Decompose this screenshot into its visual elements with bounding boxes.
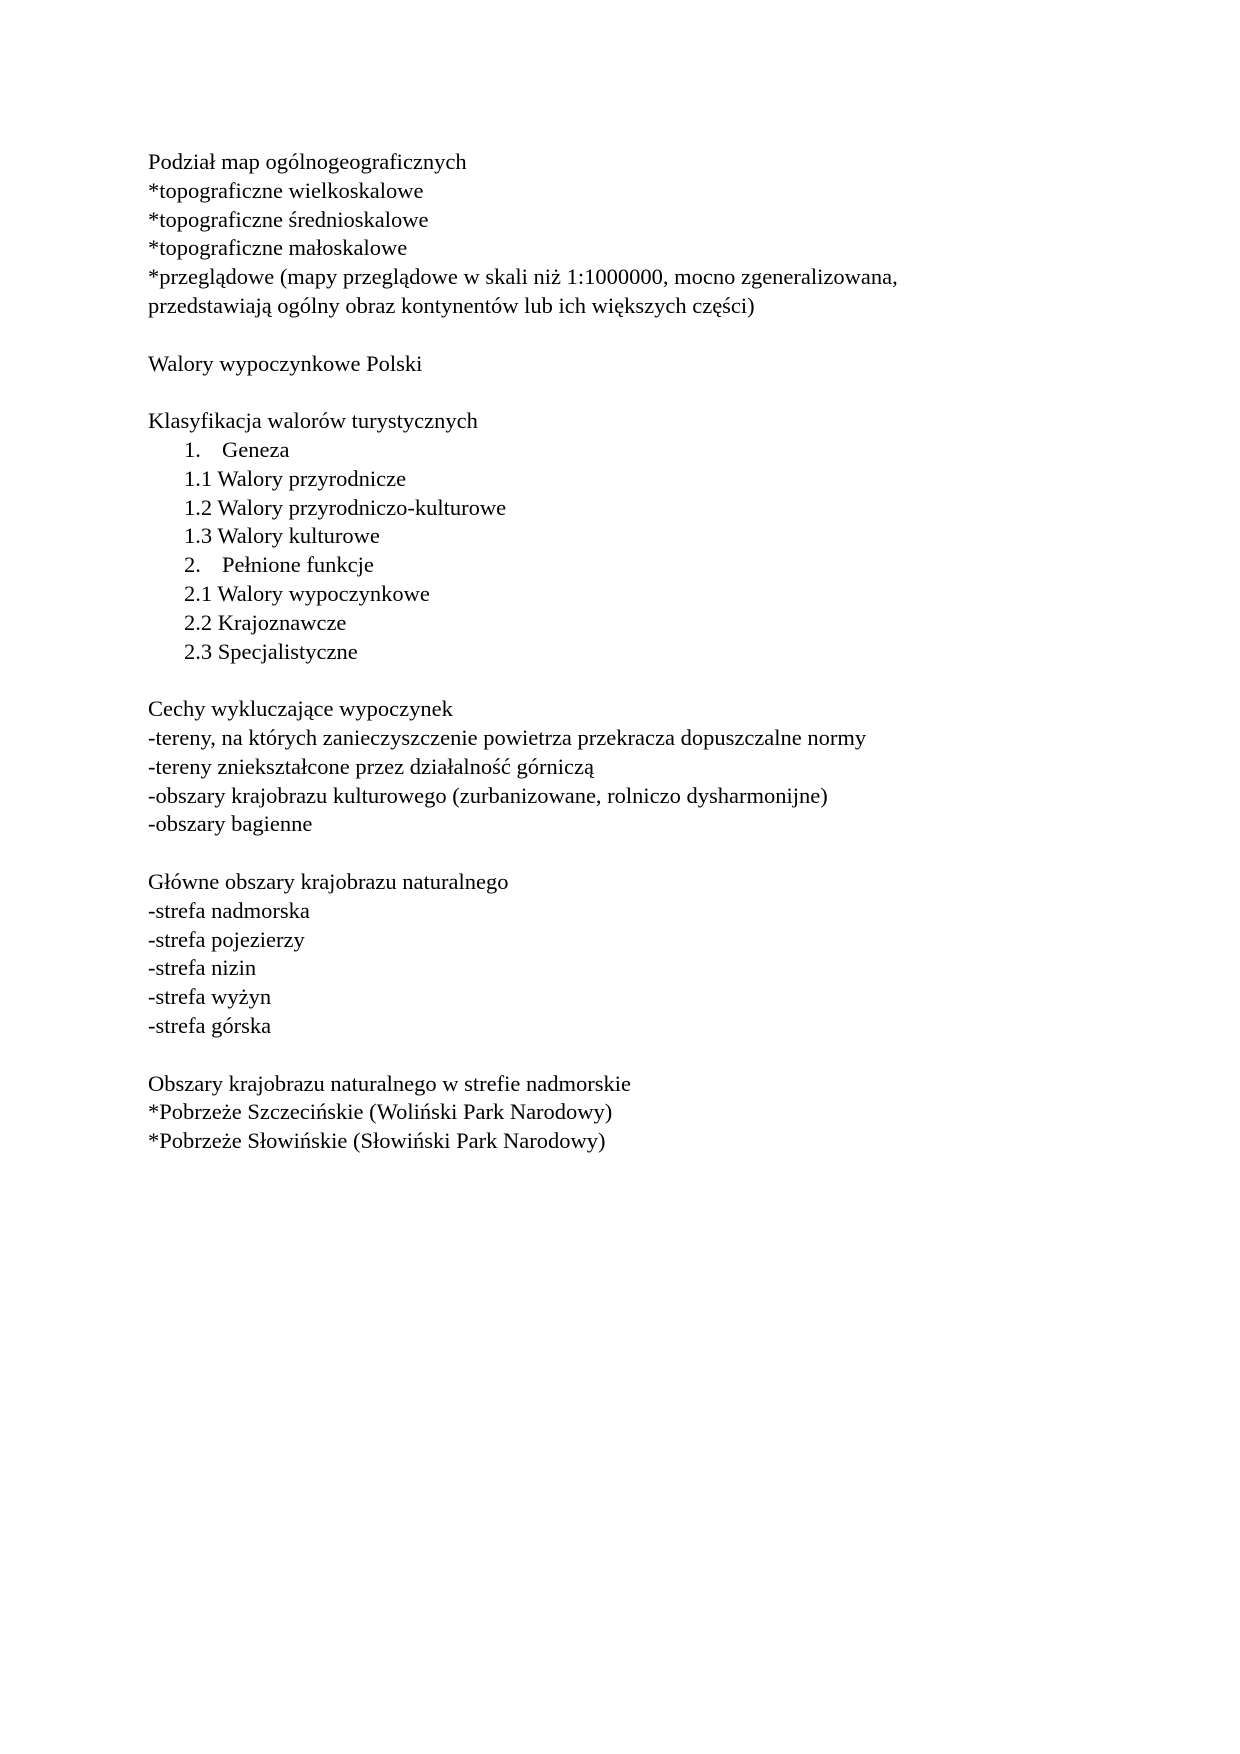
list-number: 2.1 bbox=[184, 580, 213, 606]
list-number: 2.2 bbox=[184, 609, 213, 635]
list-number: 1.1 bbox=[184, 465, 213, 491]
obszary-item: -strefa nadmorska bbox=[148, 897, 310, 923]
cechy-item: -tereny zniekształcone przez działalność górniczą bbox=[148, 753, 595, 779]
section-heading-walory: Walory wypoczynkowe Polski bbox=[148, 350, 423, 376]
list-number: 2. bbox=[184, 552, 201, 578]
maps-item: *topograficzne wielkoskalowe bbox=[148, 177, 424, 203]
list-item bbox=[148, 436, 1108, 465]
list-text: Geneza bbox=[222, 436, 290, 462]
list-item bbox=[148, 580, 1108, 609]
section-heading-maps: Podział map ogólnogeograficznych bbox=[148, 149, 467, 174]
document-body bbox=[148, 148, 1108, 1156]
obszary-item: -strefa pojezierzy bbox=[148, 926, 305, 952]
obszary-item: -strefa wyżyn bbox=[148, 984, 272, 1010]
section-heading-obszary: Główne obszary krajobrazu naturalnego bbox=[148, 868, 509, 894]
blank-line bbox=[148, 666, 1108, 695]
list-item bbox=[148, 522, 1108, 551]
maps-item: *przeglądowe (mapy przeglądowe w skali niż 1:1000000, mocno zgeneralizowana, bbox=[148, 264, 898, 290]
nadmorskie-item: *Pobrzeże Słowińskie (Słowiński Park Narodowy) bbox=[148, 1128, 606, 1154]
list-text: Krajoznawcze bbox=[217, 609, 347, 635]
obszary-item: -strefa nizin bbox=[148, 955, 257, 981]
blank-line bbox=[148, 839, 1108, 868]
blank-line bbox=[148, 378, 1108, 407]
list-text: Walory kulturowe bbox=[217, 523, 380, 549]
list-item bbox=[148, 465, 1108, 494]
section-heading-cechy: Cechy wykluczające wypoczynek bbox=[148, 696, 453, 722]
list-text: Specjalistyczne bbox=[217, 638, 358, 664]
maps-item: *topograficzne małoskalowe bbox=[148, 235, 408, 261]
cechy-item: -tereny, na których zanieczyszczenie powietrza przekracza dopuszczalne normy bbox=[148, 724, 867, 750]
section-heading-nadmorskie: Obszary krajobrazu naturalnego w strefie nadmorskie bbox=[148, 1070, 631, 1096]
blank-line bbox=[148, 321, 1108, 350]
list-number: 1.3 bbox=[184, 523, 213, 549]
list-item bbox=[148, 551, 1108, 580]
maps-item: przedstawiają ogólny obraz kontynentów lub ich większych części) bbox=[148, 292, 755, 318]
list-item bbox=[148, 609, 1108, 638]
nadmorskie-item: *Pobrzeże Szczecińskie (Woliński Park Narodowy) bbox=[148, 1099, 613, 1125]
list-number: 1.2 bbox=[184, 494, 213, 520]
cechy-item: -obszary bagienne bbox=[148, 811, 313, 837]
cechy-item: -obszary krajobrazu kulturowego (zurbanizowane, rolniczo dysharmonijne) bbox=[148, 782, 828, 808]
list-text: Walory przyrodniczo-kulturowe bbox=[217, 494, 507, 520]
list-item bbox=[148, 638, 1108, 667]
list-text: Walory przyrodnicze bbox=[217, 465, 407, 491]
maps-item: *topograficzne średnioskalowe bbox=[148, 206, 429, 232]
section-heading-klasyfikacja: Klasyfikacja walorów turystycznych bbox=[148, 408, 478, 434]
list-number: 2.3 bbox=[184, 638, 213, 664]
list-item bbox=[148, 494, 1108, 523]
list-number: 1. bbox=[184, 436, 201, 462]
list-text: Walory wypoczynkowe bbox=[217, 580, 430, 606]
obszary-item: -strefa górska bbox=[148, 1012, 272, 1038]
list-text: Pełnione funkcje bbox=[222, 552, 374, 578]
blank-line bbox=[148, 1041, 1108, 1070]
